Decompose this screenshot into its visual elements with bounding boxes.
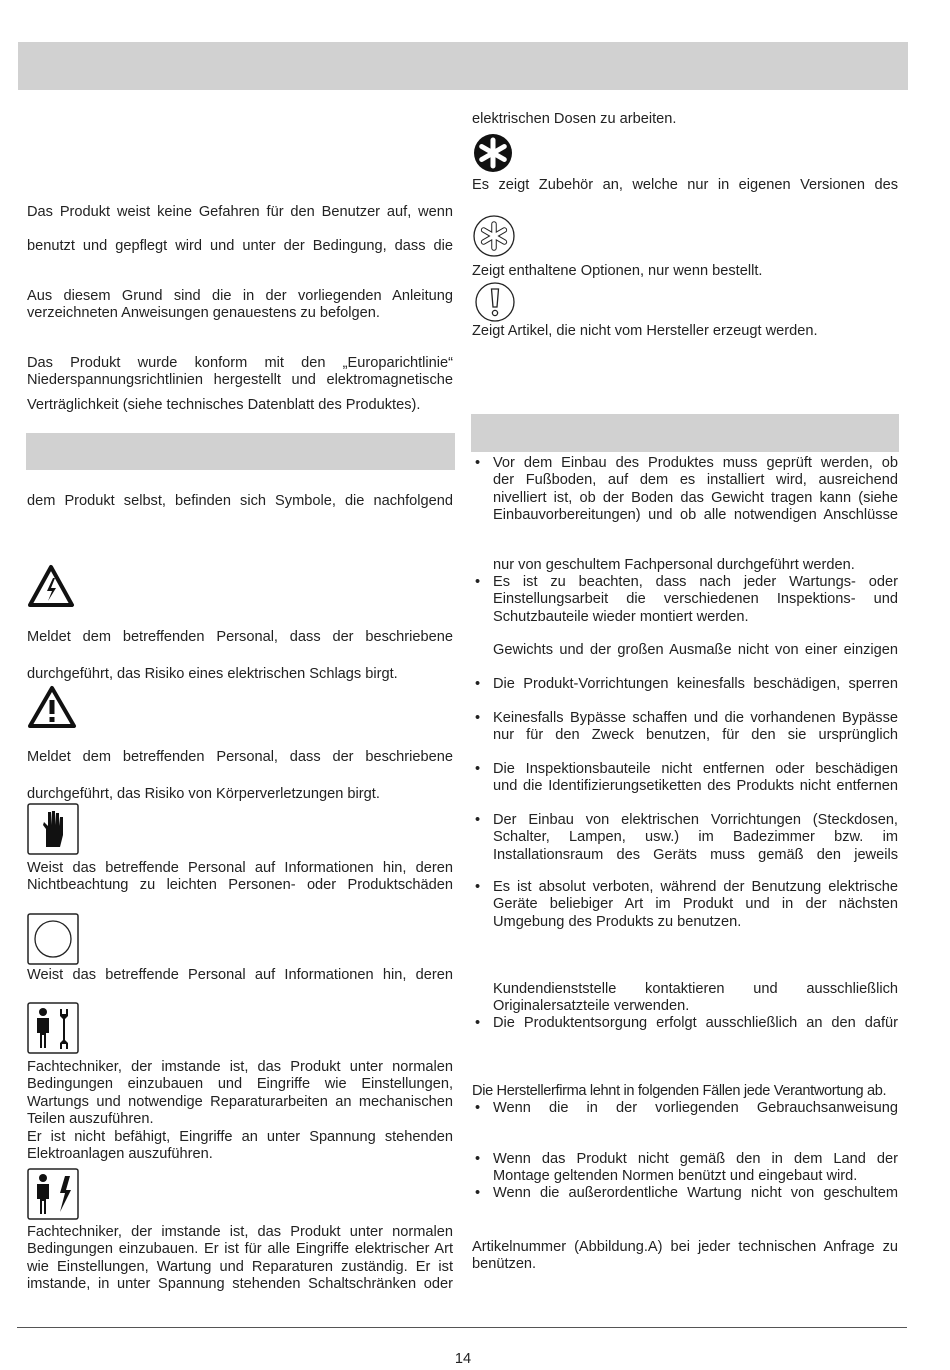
right-b1b: nur von geschultem Fachpersonal durchgeführt werden. — [493, 557, 855, 573]
left-p2: benutzt und gepflegt wird und unter der Bedingung, dass die — [27, 238, 453, 254]
left-p10: durchgeführt, das Risiko von Körperverletzungen birgt. — [27, 786, 380, 802]
left-p3: Aus diesem Grund sind die in der vorliegenden Anleitung verzeichneten Anweisungen genauestens zu befolgen. — [27, 288, 453, 322]
right-r1: elektrischen Dosen zu arbeiten. — [472, 111, 677, 127]
bullet: • — [475, 761, 481, 777]
bullet: • — [475, 812, 481, 828]
bullet: • — [475, 455, 481, 471]
left-p7: Meldet dem betreffenden Personal, dass der beschriebene — [27, 629, 453, 645]
left-p11: Weist das betreffende Personal auf Informationen hin, deren Nichtbeachtung zu leichten Personen- oder Produktschäden — [27, 860, 453, 894]
footer-rule — [17, 1327, 907, 1328]
right-b10: Wenn das Produkt nicht gemäß den in dem Land der Montage geltenden Normen benützt und eingebaut wird. — [493, 1151, 898, 1185]
left-p9: Meldet dem betreffenden Personal, dass der beschriebene — [27, 749, 453, 765]
mechanic-technician-icon — [27, 1002, 79, 1054]
circle-note-icon — [27, 913, 79, 965]
symbols-section-bar — [26, 433, 455, 470]
right-b3: Die Produkt-Vorrichtungen keinesfalls beschädigen, sperren — [493, 676, 898, 692]
left-p6: dem Produkt selbst, befinden sich Symbole, die nachfolgend — [27, 493, 453, 509]
bullet: • — [475, 574, 481, 590]
right-b2: Es ist zu beachten, dass nach jeder Wartungs- oder Einstellungsarbeit die verschiedenen Inspektions- und Schutzbauteile wieder montiert werden. — [493, 574, 898, 625]
safety-section-bar — [471, 414, 899, 452]
right-b6: Der Einbau von elektrischen Vorrichtungen (Steckdosen, Schalter, Lampen, usw.) im Badezimmer bzw. im Installationsraum des Geräts muss gemäß den jeweils — [493, 812, 898, 863]
bullet: • — [475, 710, 481, 726]
bullet: • — [475, 879, 481, 895]
right-b8a: Kundendienststelle kontaktieren und ausschließlich Originalersatzteile verwenden. — [493, 981, 898, 1015]
left-p4: Das Produkt wurde konform mit den „Europarichtlinie“ Niederspannungsrichtlinien hergestellt und elektromagnetische — [27, 355, 453, 389]
electric-technician-icon — [27, 1168, 79, 1220]
header-bar — [18, 42, 908, 90]
left-p13: Fachtechniker, der imstande ist, das Produkt unter normalen Bedingungen einzubauen und Eingriffe wie Einstellungen, Wartungs und notwendige Reparaturarbeiten an mechanischen Teilen auszuführen. Er ist nicht befähigt, Eingriffe an unter Spannung stehenden Elektroanlagen auszuführen. — [27, 1059, 453, 1163]
right-r2: Es zeigt Zubehör an, welche nur in eigenen Versionen des — [472, 177, 898, 193]
general-hazard-icon — [27, 685, 77, 729]
right-b1: Vor dem Einbau des Produktes muss geprüft werden, ob der Fußboden, auf dem es installiert wird, ausreichend nivelliert ist, ob der Boden das Gewicht tragen kann (siehe Einbauvorbereitungen) und ob alle notwendigen Anschlüsse — [493, 455, 898, 524]
right-r6: Artikelnummer (Abbildung.A) bei jeder technischen Anfrage zu benützen. — [472, 1239, 898, 1273]
bullet: • — [475, 1151, 481, 1167]
bullet: • — [475, 1015, 481, 1031]
right-b7: Es ist absolut verboten, während der Benutzung elektrische Geräte beliebiger Art im Produkt und in der nächsten Umgebung des Produkts zu benutzen. — [493, 879, 898, 930]
not-manufacturer-icon — [474, 281, 516, 323]
bullet: • — [475, 1185, 481, 1201]
bullet: • — [475, 676, 481, 692]
right-r4: Zeigt Artikel, die nicht vom Hersteller erzeugt werden. — [472, 323, 818, 339]
left-p1: Das Produkt weist keine Gefahren für den Benutzer auf, wenn — [27, 204, 453, 220]
right-b8: Die Produktentsorgung erfolgt ausschließlich an den dafür — [493, 1015, 898, 1031]
option-icon — [472, 214, 516, 258]
left-p12: Weist das betreffende Personal auf Informationen hin, deren — [27, 967, 453, 983]
hand-icon — [27, 803, 79, 855]
electric-hazard-icon — [27, 564, 75, 608]
right-r3: Zeigt enthaltene Optionen, nur wenn bestellt. — [472, 263, 763, 279]
right-b2b: Gewichts und der großen Ausmaße nicht von einer einzigen — [493, 642, 898, 658]
left-p5: Verträglichkeit (siehe technisches Datenblatt des Produktes). — [27, 397, 421, 413]
left-p8: durchgeführt, das Risiko eines elektrischen Schlags birgt. — [27, 666, 398, 682]
accessory-icon — [472, 132, 514, 174]
right-r5: Die Herstellerfirma lehnt in folgenden Fällen jede Verantwortung ab. — [472, 1083, 887, 1099]
right-b11: Wenn die außerordentliche Wartung nicht von geschultem — [493, 1185, 898, 1201]
page-number: 14 — [454, 1351, 472, 1367]
bullet: • — [475, 1100, 481, 1116]
left-p14: Fachtechniker, der imstande ist, das Produkt unter normalen Bedingungen einzubauen. Er ist für alle Eingriffe elektrischer Art wie Einstellungen, Wartung und Reparaturen zuständig. Er ist imstande, in unter Spannung stehenden Schaltschränken oder — [27, 1224, 453, 1293]
right-b4: Keinesfalls Bypässe schaffen und die vorhandenen Bypässe nur für den Zweck benutzen, für den sie ursprünglich — [493, 710, 898, 744]
right-b5: Die Inspektionsbauteile nicht entfernen oder beschädigen und die Identifizierungsetiketten des Produkts nicht entfernen — [493, 761, 898, 795]
right-b9: Wenn die in der vorliegenden Gebrauchsanweisung — [493, 1100, 898, 1116]
